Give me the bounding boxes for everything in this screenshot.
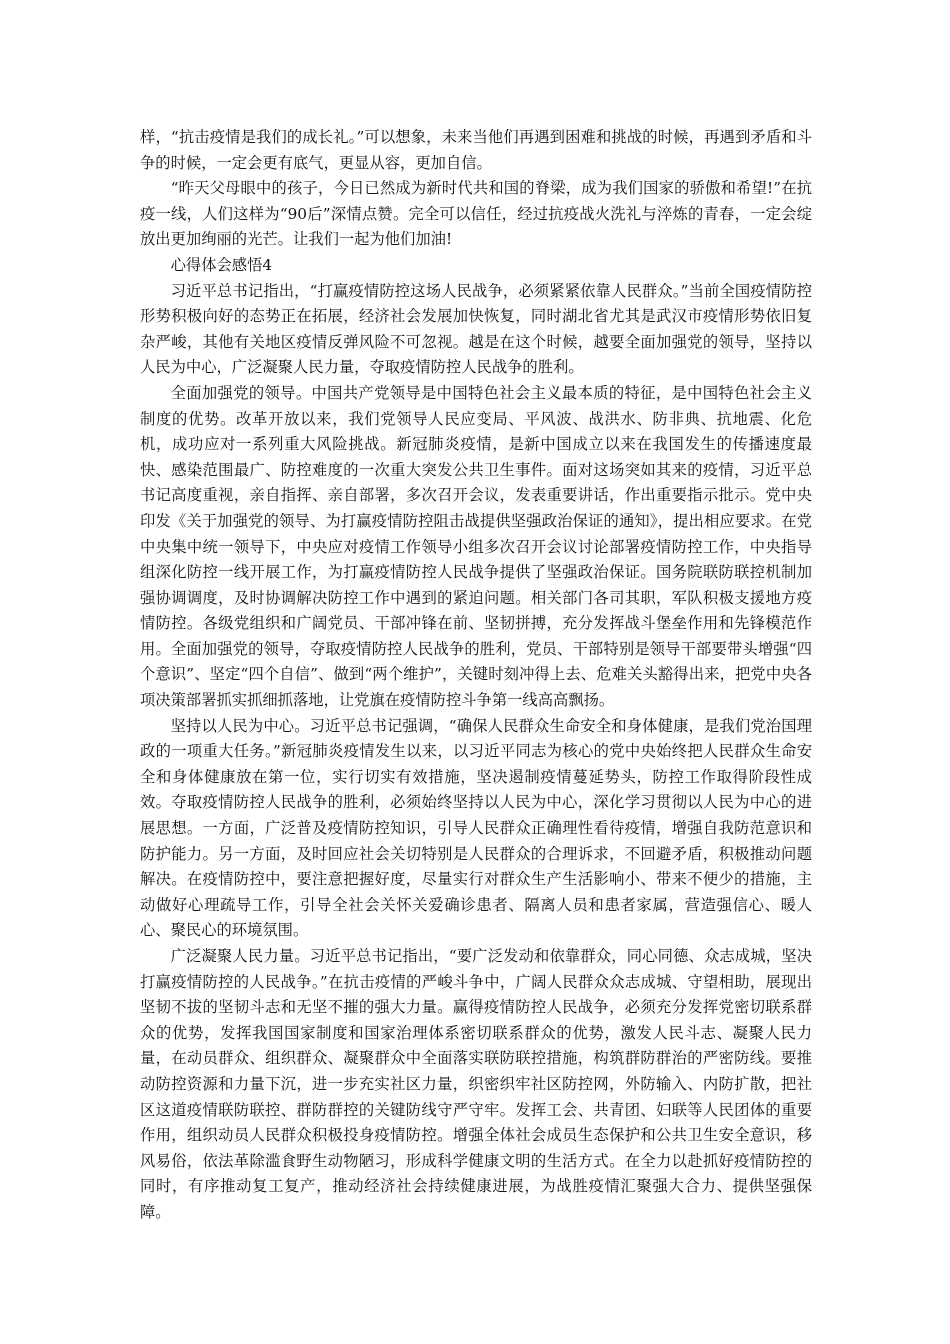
paragraph-people-strength: 广泛凝聚人民力量。习近平总书记指出，“要广泛发动和依靠群众，同心同德、众志成城，坚决打赢疫情防控的人民战争。”在抗击疫情的严峻斗争中，广阔人民群众众志成城、守望相助，展现出坚韧不拔的坚韧斗志和无坚不摧的强大力量。赢得疫情防控人民战争，必须充分发挥党密切联系群众的优势，发挥我国国家制度和国家治理体系密切联系群众的优势，激发人民斗志、凝聚人民力量，在动员群众、组织群众、凝聚群众中全面落实联防联控措施，构筑群防群治的严密防线。要推动防控资源和力量下沉，进一步充实社区力量，织密织牢社区防控网，外防输入、内防扩散，把社区这道疫情联防联控、群防群控的关键防线守严守牢。发挥工会、共青团、妇联等人民团体的重要作用，组织动员人民群众积极投身疫情防控。增强全体社会成员生态保护和公共卫生安全意识，移风易俗，依法革除滥食野生动物陋习，形成科学健康文明的生活方式。在全力以赴抓好疫情防控的同时，有序推动复工复产，推动经济社会持续健康进展，为战胜疫情汇聚强大合力、提供坚强保障。 [140,947,812,1221]
section-heading: 心得体会感悟4 [170,255,273,274]
document-body [140,125,812,1226]
paragraph-party-leadership: 全面加强党的领导。中国共产党领导是中国特色社会主义最本质的特征，是中国特色社会主义制度的优势。改革开放以来，我们党领导人民应变局、平风波、战洪水、防非典、抗地震、化危机，成功应对一系列重大风险挑战。新冠肺炎疫情，是新中国成立以来在我国发生的传播速度最快、感染范围最广、防控难度的一次重大突发公共卫生事件。面对这场突如其来的疫情，习近平总书记高度重视，亲自指挥、亲自部署，多次召开会议，发表重要讲话，作出重要指示批示。党中央印发《关于加强党的领导、为打赢疫情防控阻击战提供坚强政治保证的通知》，提出相应要求。在党中央集中统一领导下，中央应对疫情工作领导小组多次召开会议讨论部署疫情防控工作，中央指导组深化防控一线开展工作，为打赢疫情防控人民战争提供了坚强政治保证。国务院联防联控机制加强协调调度，及时协调解决防控工作中遇到的紧迫问题。相关部门各司其职，军队积极支援地方疫情防控。各级党组织和广阔党员、干部冲锋在前、坚韧拼搏，充分发挥战斗堡垒作用和先锋模范作用。全面加强党的领导，夺取疫情防控人民战争的胜利，党员、干部特别是领导干部要带头增强“四个意识”、坚定“四个自信”、做到“两个维护”，关键时刻冲得上去、危难关头豁得出来，把党中央各项决策部署抓实抓细抓落地，让党旗在疫情防控斗争第一线高高飘扬。 [140,383,812,710]
paragraph-people-centered: 坚持以人民为中心。习近平总书记强调，“确保人民群众生命安全和身体健康，是我们党治国理政的一项重大任务。”新冠肺炎疫情发生以来，以习近平同志为核心的党中央始终把人民群众生命安全和身体健康放在第一位，实行切实有效措施，坚决遏制疫情蔓延势头，防控工作取得阶段性成效。夺取疫情防控人民战争的胜利，必须始终坚持以人民为中心，深化学习贯彻以人民为中心的进展思想。一方面，广泛普及疫情防控知识，引导人民群众正确理性看待疫情，增强自我防范意识和防护能力。另一方面，及时回应社会关切特别是人民群众的合理诉求，不回避矛盾，积极推动问题解决。在疫情防控中，要注意把握好度，尽量实行对群众生产生活影响小、带来不便少的措施，主动做好心理疏导工作，引导全社会关怀关爱确诊患者、隔离人员和患者家属，营造强信心、暖人心、聚民心的环境氛围。 [140,716,812,940]
paragraph-quote-praise: “昨天父母眼中的孩子，今日已然成为新时代共和国的脊梁，成为我们国家的骄傲和希望!”在抗疫一线，人们这样为“90后”深情点赞。完全可以信任，经过抗疫战火洗礼与淬炼的青春，一定会绽放出更加绚丽的光芒。让我们一起为他们加油! [140,179,812,249]
paragraph-intro: 习近平总书记指出，“打赢疫情防控这场人民战争，必须紧紧依靠人民群众。”当前全国疫情防控形势积极向好的态势正在拓展，经济社会发展加快恢复，同时湖北省尤其是武汉市疫情形势依旧复杂严峻，其他有关地区疫情反弹风险不可忽视。越是在这个时候，越要全面加强党的领导，坚持以人民为中心，广泛凝聚人民力量，夺取疫情防控人民战争的胜利。 [140,281,812,377]
paragraph-continuation: 样，“抗击疫情是我们的成长礼。”可以想象，未来当他们再遇到困难和挑战的时候，再遇到矛盾和斗争的时候，一定会更有底气，更显从容，更加自信。 [140,128,812,172]
